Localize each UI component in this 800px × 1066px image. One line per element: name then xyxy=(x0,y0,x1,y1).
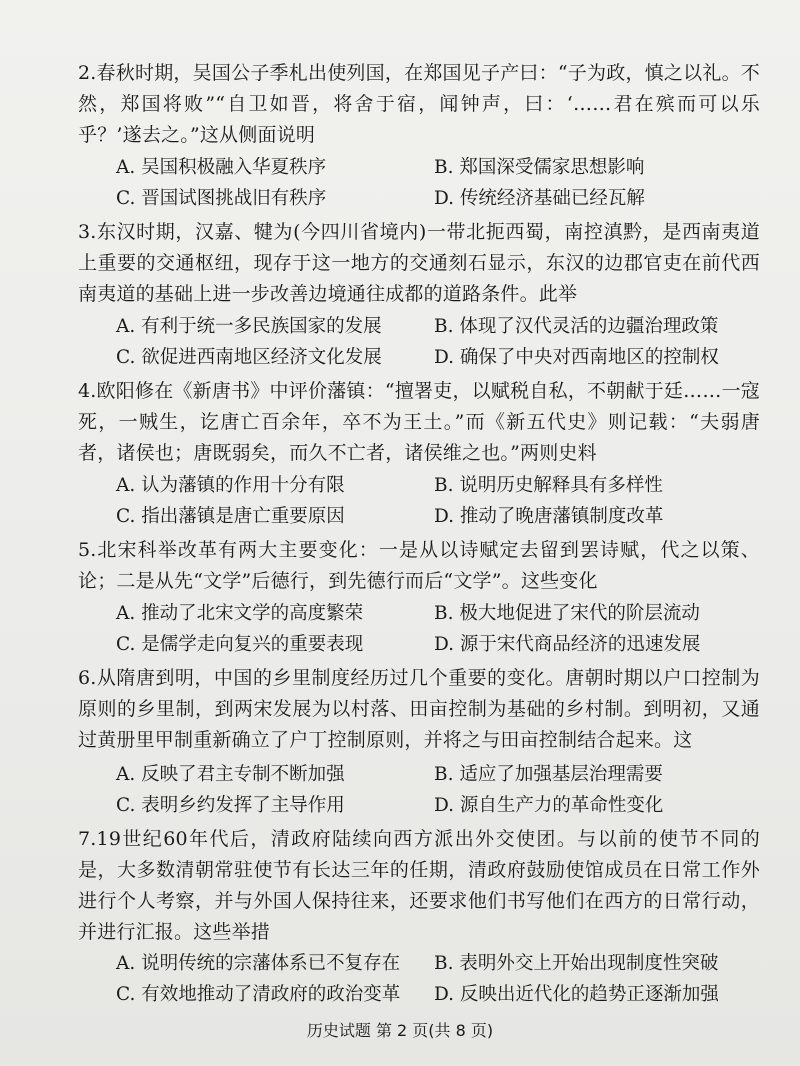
option-c: C. 有效地推动了清政府的政治变革 xyxy=(116,984,401,1005)
option-c: C. 表明乡约发挥了主导作用 xyxy=(116,795,345,816)
option-b: B. 表明外交上开始出现制度性突破 xyxy=(434,953,719,974)
option-a: A. 推动了北宋文学的高度繁荣 xyxy=(116,603,364,624)
option-list xyxy=(78,311,760,373)
option-b: B. 说明历史解释具有多样性 xyxy=(434,475,663,496)
question-7 xyxy=(78,824,760,1010)
option-list xyxy=(78,152,760,214)
question-stem: 5.北宋科举改革有两大主要变化：一是从以诗赋定去留到罢诗赋，代之以策、论；二是从先“文学”后德行，到先德行而后“文学”。这些变化 xyxy=(78,539,760,592)
question-4 xyxy=(78,376,760,532)
option-b: B. 郑国深受儒家思想影响 xyxy=(434,157,645,178)
option-b: B. 体现了汉代灵活的边疆治理政策 xyxy=(434,316,719,337)
option-c: C. 欲促进西南地区经济文化发展 xyxy=(116,347,382,368)
question-stem: 4.欧阳修在《新唐书》中评价藩镇：“擅署吏，以赋税自私，不朝献于廷……一寇死，一贼生，讫唐亡百余年，卒不为王土。”而《新五代史》则记载：“夫弱唐者，诸侯也；唐既弱矣，而久不亡者，诸侯维之也。”两则史料 xyxy=(78,380,760,464)
question-3 xyxy=(78,217,760,373)
option-b: B. 适应了加强基层治理需要 xyxy=(434,764,663,785)
option-d: D. 反映出近代化的趋势正逐渐加强 xyxy=(434,984,719,1005)
option-c: C. 晋国试图挑战旧有秩序 xyxy=(116,188,327,209)
option-b: B. 极大地促进了宋代的阶层流动 xyxy=(434,603,700,624)
question-2 xyxy=(78,58,760,214)
option-d: D. 源自生产力的革命性变化 xyxy=(434,795,664,816)
option-list xyxy=(78,598,760,660)
question-stem: 7.19世纪60年代后，清政府陆续向西方派出外交使团。与以前的使节不同的是，大多数清朝常驻使节有长达三年的任期，清政府鼓励使馆成员在日常工作外进行个人考察，并与外国人保持往来，还要求他们书写他们在西方的日常行动，并进行汇报。这些举措 xyxy=(78,828,760,943)
option-a: A. 反映了君主专制不断加强 xyxy=(116,764,345,785)
option-list xyxy=(78,948,760,1010)
option-d: D. 源于宋代商品经济的迅速发展 xyxy=(434,634,701,655)
question-5 xyxy=(78,535,760,660)
option-a: A. 说明传统的宗藩体系已不复存在 xyxy=(116,953,401,974)
option-list xyxy=(78,759,760,821)
option-c: C. 是儒学走向复兴的重要表现 xyxy=(116,634,364,655)
question-stem: 6.从隋唐到明，中国的乡里制度经历过几个重要的变化。唐朝时期以户口控制为原则的乡里制，到两宋发展为以村落、田亩控制为基础的乡村制。到明初，又通过黄册里甲制重新确立了户丁控制原则，并将之与田亩控制结合起来。这 xyxy=(78,667,760,751)
option-list xyxy=(78,470,760,532)
option-d: D. 传统经济基础已经瓦解 xyxy=(434,188,645,209)
page-footer: 历史试题 第 2 页(共 8 页) xyxy=(306,1021,494,1040)
option-a: A. 有利于统一多民族国家的发展 xyxy=(116,316,382,337)
option-d: D. 推动了晚唐藩镇制度改革 xyxy=(434,506,664,527)
question-6 xyxy=(78,663,760,821)
option-a: A. 吴国积极融入华夏秩序 xyxy=(116,157,327,178)
option-d: D. 确保了中央对西南地区的控制权 xyxy=(434,347,719,368)
question-stem: 2.春秋时期，吴国公子季札出使列国，在郑国见子产曰：“子为政，慎之以礼。不然，郑国将败”“自卫如晋，将舍于宿，闻钟声，曰：‘……君在殡而可以乐乎？’遂去之。”这从侧面说明 xyxy=(78,62,760,146)
question-stem: 3.东汉时期，汉嘉、犍为(今四川省境内)一带北扼西蜀，南控滇黔，是西南夷道上重要的交通枢纽，现存于这一地方的交通刻石显示，东汉的边郡官吏在前代西南夷道的基础上进一步改善边境通往成都的道路条件。此举 xyxy=(78,221,760,305)
option-a: A. 认为藩镇的作用十分有限 xyxy=(116,475,345,496)
option-c: C. 指出藩镇是唐亡重要原因 xyxy=(116,506,345,527)
